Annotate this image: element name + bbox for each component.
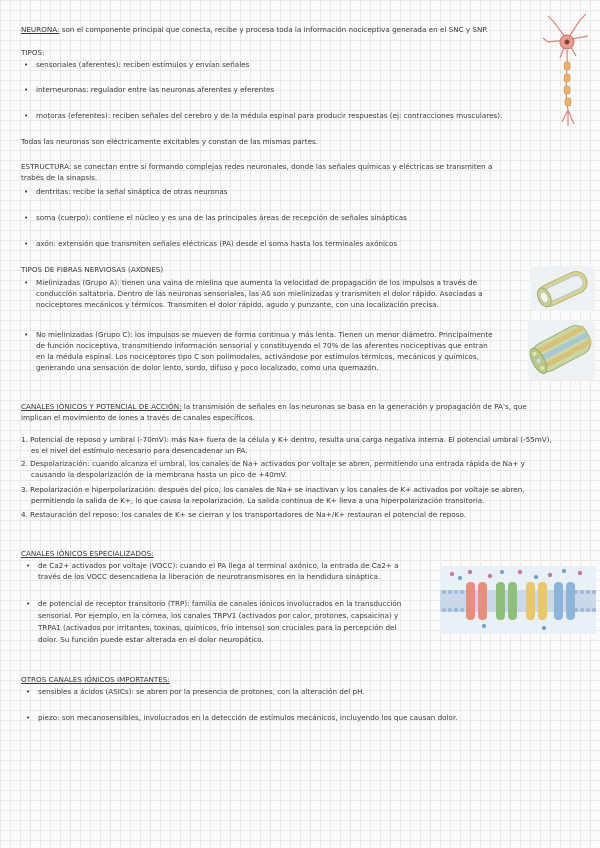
bullet-icon: • bbox=[24, 111, 29, 120]
canales-paragraph bbox=[21, 401, 527, 412]
no-mielinizadas-line3: en la médula espinal. Los nociceptores tipo C son polimodales, activándose por estímulos térmicos, mecánicos y químicos, bbox=[36, 352, 479, 361]
canales-text-line2: implican el movimiento de iones a través de canales específicos. bbox=[21, 413, 255, 422]
myelinated-fiber-illustration bbox=[530, 266, 595, 311]
estructura-paragraph bbox=[21, 161, 492, 172]
estructura-text-line2: trabés de la sinapsis. bbox=[21, 173, 98, 182]
intro-paragraph bbox=[21, 24, 488, 35]
step-1-line1: 1. Potencial de reposo y umbral (-70mV): más Na+ fuera de la célula y K+ dentro, resulta una carga negativa interna. El potencial umbral (-55mV), bbox=[21, 435, 552, 444]
step-4-line1: 4. Restauración del reposo: los canales de K+ se cierran y los transportadores de Na+/K+ restauran el potencial de reposo. bbox=[21, 510, 467, 519]
tipos-item-sensoriales: sensoriales (aferentes): reciben estímulos y envían señales bbox=[36, 60, 250, 69]
bullet-icon: • bbox=[24, 278, 29, 287]
trp-line4: dolor. Su función puede estar alterada en el dolor neuropático. bbox=[38, 635, 264, 644]
excitable-text: Todas las neuronas son eléctricamente excitables y constan de las mismas partes. bbox=[21, 137, 319, 146]
estructura-term: ESTRUCTURA: bbox=[21, 162, 72, 171]
ion-channels-illustration bbox=[440, 566, 596, 634]
step-1-line2: es el nivel del estímulo necesario para desencadenar un PA. bbox=[31, 446, 248, 455]
estructura-text-line1: se conectan entre sí formando complejas redes neuronales, donde las señales químicas y eléctricas se transmiten a bbox=[71, 162, 493, 171]
mielinizadas-line1: Mielinizadas (Grupo A): tienen una vaina de mielina que aumenta la velocidad de propagación de los impulsos a través de bbox=[36, 278, 478, 287]
canales-text-line1: la transmisión de señales en las neuronas se basa en la generación y propagación de PA's, que bbox=[181, 402, 527, 411]
no-mielinizadas-line2: de función nociceptiva, transmitiendo información sensorial y constituyendo el 70% de las aferentes nociceptivas que entran bbox=[36, 341, 488, 350]
otros-item-piezo: piezo: son mecanosensibles, involucrados en la detección de estímulos mecánicos, incluyendo los que causan dolor. bbox=[38, 713, 458, 722]
step-3-line2: permitiendo la salida de K+, lo que causa la repolarización. La salida continua de K+ lleva a una hiperpolarización transitoria. bbox=[31, 496, 485, 505]
trp-line1: de potencial de receptor transitorio (TRP): familia de canales iónicos involucrados en la transducción bbox=[38, 599, 402, 608]
vocc-line1: de Ca2+ activados por voltaje (VOCC): cuando el PA llega al terminal axónico, la entrada de Ca2+ a bbox=[38, 561, 399, 570]
trp-line3: TRPA1 (activados por irritantes, toxinas, químicos, frío intenso) son cruciales para la percepción del bbox=[38, 623, 397, 632]
estructura-item-dentritas: dentritas: recibe la señal sináptica de otras neuronas bbox=[36, 187, 228, 196]
unmyelinated-fiber-illustration bbox=[528, 320, 595, 380]
neurona-term: NEURONA: bbox=[21, 25, 60, 34]
estructura-item-soma: soma (cuerpo): contiene el núcleo y es una de las principales áreas de recepción de señales sinápticas bbox=[36, 213, 407, 222]
bullet-icon: • bbox=[24, 239, 29, 248]
otros-heading: OTROS CANALES IÓNICOS IMPORTANTES: bbox=[21, 675, 170, 684]
tipos-item-interneuronas: interneuronas: regulador entre las neuronas aferentes y eferentes bbox=[36, 85, 275, 94]
mielinizadas-line2: conducción saltatoria. Dentro de las neuronas sensoriales, las Aδ son mielinizadas y transmiten el dolor rápido. Asociadas a bbox=[36, 289, 483, 298]
vocc-line2: través de los VOCC desencadena la liberación de neurotransmisores en la hendidura sináptica. bbox=[38, 572, 381, 581]
tipos-item-motoras: motoras (eferentes): reciben señales del cerebro y de la médula espinal para producir respuestas (ej: contracciones musculares). bbox=[36, 111, 503, 120]
mielinizadas-line3: nociceptores mecánicos y térmicos. Transmiten el dolor rápido, agudo y punzante, con una localización precisa. bbox=[36, 300, 439, 309]
bullet-icon: • bbox=[24, 213, 29, 222]
bullet-icon: • bbox=[26, 599, 31, 608]
bullet-icon: • bbox=[24, 85, 29, 94]
especializados-heading: CANALES IÓNICOS ESPECIALIZADOS: bbox=[21, 549, 154, 558]
bullet-icon: • bbox=[24, 330, 29, 339]
step-2-line1: 2. Despolarización: cuando alcanza el umbral, los canales de Na+ activados por voltaje se abren, permitiendo una entrada rápida de Na+ y bbox=[21, 459, 525, 468]
bullet-icon: • bbox=[26, 713, 31, 722]
otros-item-asics: sensibles a ácidos (ASICs): se abren por la presencia de protones, con la alteración del pH. bbox=[38, 687, 365, 696]
bullet-icon: • bbox=[24, 60, 29, 69]
canales-term: CANALES IÓNICOS Y POTENCIAL DE ACCIÓN: bbox=[21, 402, 182, 411]
estructura-item-axon: axón: extensión que transmiten señales eléctricas (PA) desde el soma hasta los terminales axónicos bbox=[36, 239, 398, 248]
tipos-heading: TIPOS: bbox=[21, 48, 45, 57]
fibras-heading: TIPOS DE FIBRAS NERVIOSAS (AXONES) bbox=[21, 265, 164, 274]
no-mielinizadas-line4: generando una sensación de dolor lento, sordo, difuso y poco localizado, como una quemazón. bbox=[36, 363, 379, 372]
bullet-icon: • bbox=[26, 561, 31, 570]
trp-line2: sensorial. Por ejemplo, en la córnea, los canales TRPV1 (activados por calor, protones, capsaicina) y bbox=[38, 611, 399, 620]
intro-text: son el componente principal que conecta, recibe y procesa toda la información nociceptiva generada en el SNC y SNP. bbox=[59, 25, 488, 34]
step-2-line2: causando la despolarización de la membrana hasta un pico de +40mV. bbox=[31, 470, 288, 479]
bullet-icon: • bbox=[24, 187, 29, 196]
step-3-line1: 3. Repolarización e hiperpolarización: después del pico, los canales de Na+ se inactivan y los canales de K+ activados por voltaje se abren, bbox=[21, 485, 525, 494]
bullet-icon: • bbox=[26, 687, 31, 696]
neuron-illustration bbox=[540, 10, 595, 130]
no-mielinizadas-line1: No mielinizadas (Grupo C): los impulsos se mueven de forma continua y más lenta. Tienen un menor diámetro. Principalmente bbox=[36, 330, 493, 339]
